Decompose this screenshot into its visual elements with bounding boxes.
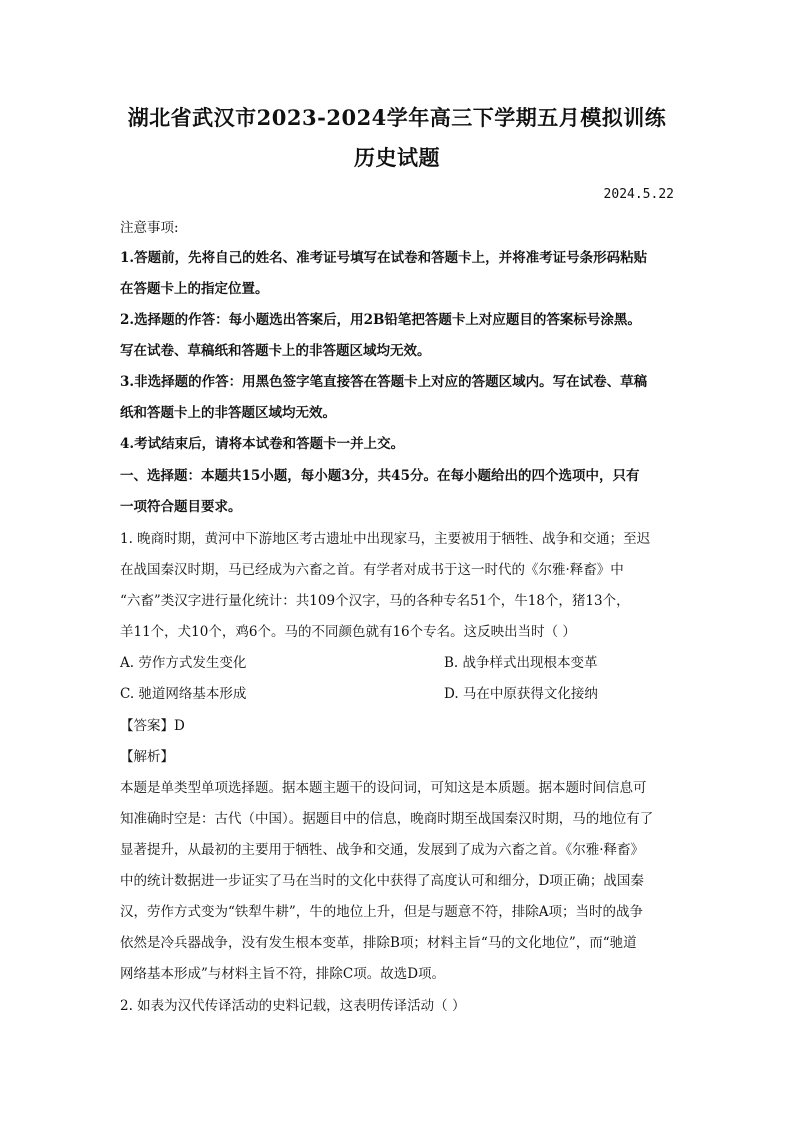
question-2-line-1: 2. 如表为汉代传译活动的史料记载，这表明传译活动（ ） <box>120 998 466 1014</box>
analysis-line-5: 汉，劳作方式变为“铁犁牛耕”，牛的地位上升，但是与题意不符，排除A项；当时的战争 <box>120 904 644 920</box>
notice-line-3: 2.选择题的作答：每小题选出答案后，用2B铅笔把答题卡上对应题目的答案标号涂黑。 <box>120 312 641 328</box>
notice-line-4: 写在试卷、草稿纸和答题卡上的非答题区域均无效。 <box>120 343 431 359</box>
exam-subject-title: 历史试题 <box>354 145 440 170</box>
question-1-line-3: “六畜”类汉字进行量化统计：共109个汉字，马的各种专名51个，牛18个，猪13个， <box>120 593 630 609</box>
analysis-line-1: 本题是单类型单项选择题。据本题主题干的设问词，可知这是本质题。据本题时间信息可 <box>120 780 647 796</box>
question-1-option-d: D. 马在中原获得文化接纳 <box>444 686 598 702</box>
analysis-line-7: 网络基本形成”与材料主旨不符，排除C项。故选D项。 <box>120 966 446 982</box>
notice-line-1: 1.答题前，先将自己的姓名、准考证号填写在试卷和答题卡上，并将准考证号条形码粘贴 <box>120 250 648 266</box>
question-1-line-2: 在战国秦汉时期，马已经成为六畜之首。有学者对成书于这一时代的《尔雅·释畜》中 <box>120 562 624 578</box>
section-heading-line-1: 一、选择题：本题共15小题，每小题3分，共45分。在每小题给出的四个选项中，只有 <box>120 468 640 484</box>
question-1-option-a: A. 劳作方式发生变化 <box>120 655 247 671</box>
notice-line-5: 3.非选择题的作答：用黑色签字笔直接答在答题卡上对应的答题区域内。写在试卷、草稿 <box>120 374 648 390</box>
notice-line-6: 纸和答题卡上的非答题区域均无效。 <box>120 405 336 421</box>
question-1-option-b: B. 战争样式出现根本变革 <box>444 655 598 671</box>
notice-heading: 注意事项: <box>120 220 179 236</box>
notice-line-2: 在答题卡上的指定位置。 <box>120 281 269 297</box>
question-1-line-1: 1. 晚商时期，黄河中下游地区考古遗址中出现家马，主要被用于牺牲、战争和交通；至迟 <box>120 531 651 547</box>
question-1-line-4: 羊11个，犬10个，鸡6个。马的不同颜色就有16个专名。这反映出当时（ ） <box>120 624 576 640</box>
question-1-analysis-heading: 【解析】 <box>120 749 174 765</box>
exam-title: 湖北省武汉市2023-2024学年高三下学期五月模拟训练 <box>127 105 667 130</box>
question-1-option-c: C. 驰道网络基本形成 <box>120 686 247 702</box>
analysis-line-2: 知准确时空是：古代（中国）。据题目中的信息，晚商时期至战国秦汉时期，马的地位有了 <box>120 811 654 827</box>
question-1-answer: 【答案】D <box>120 718 185 734</box>
analysis-line-6: 依然是冷兵器战争，没有发生根本变革，排除B项；材料主旨“马的文化地位”，而“驰道 <box>120 935 637 951</box>
analysis-line-3: 显著提升，从最初的主要用于牺牲、战争和交通，发展到了成为六畜之首。《尔雅·释畜》 <box>120 842 645 858</box>
section-heading-line-2: 一项符合题目要求。 <box>120 499 242 515</box>
notice-line-7: 4.考试结束后，请将本试卷和答题卡一并上交。 <box>120 436 405 452</box>
exam-date: 2024.5.22 <box>603 187 674 202</box>
analysis-line-4: 中的统计数据进一步证实了马在当时的文化中获得了高度认可和细分，D项正确；战国秦 <box>120 873 644 889</box>
